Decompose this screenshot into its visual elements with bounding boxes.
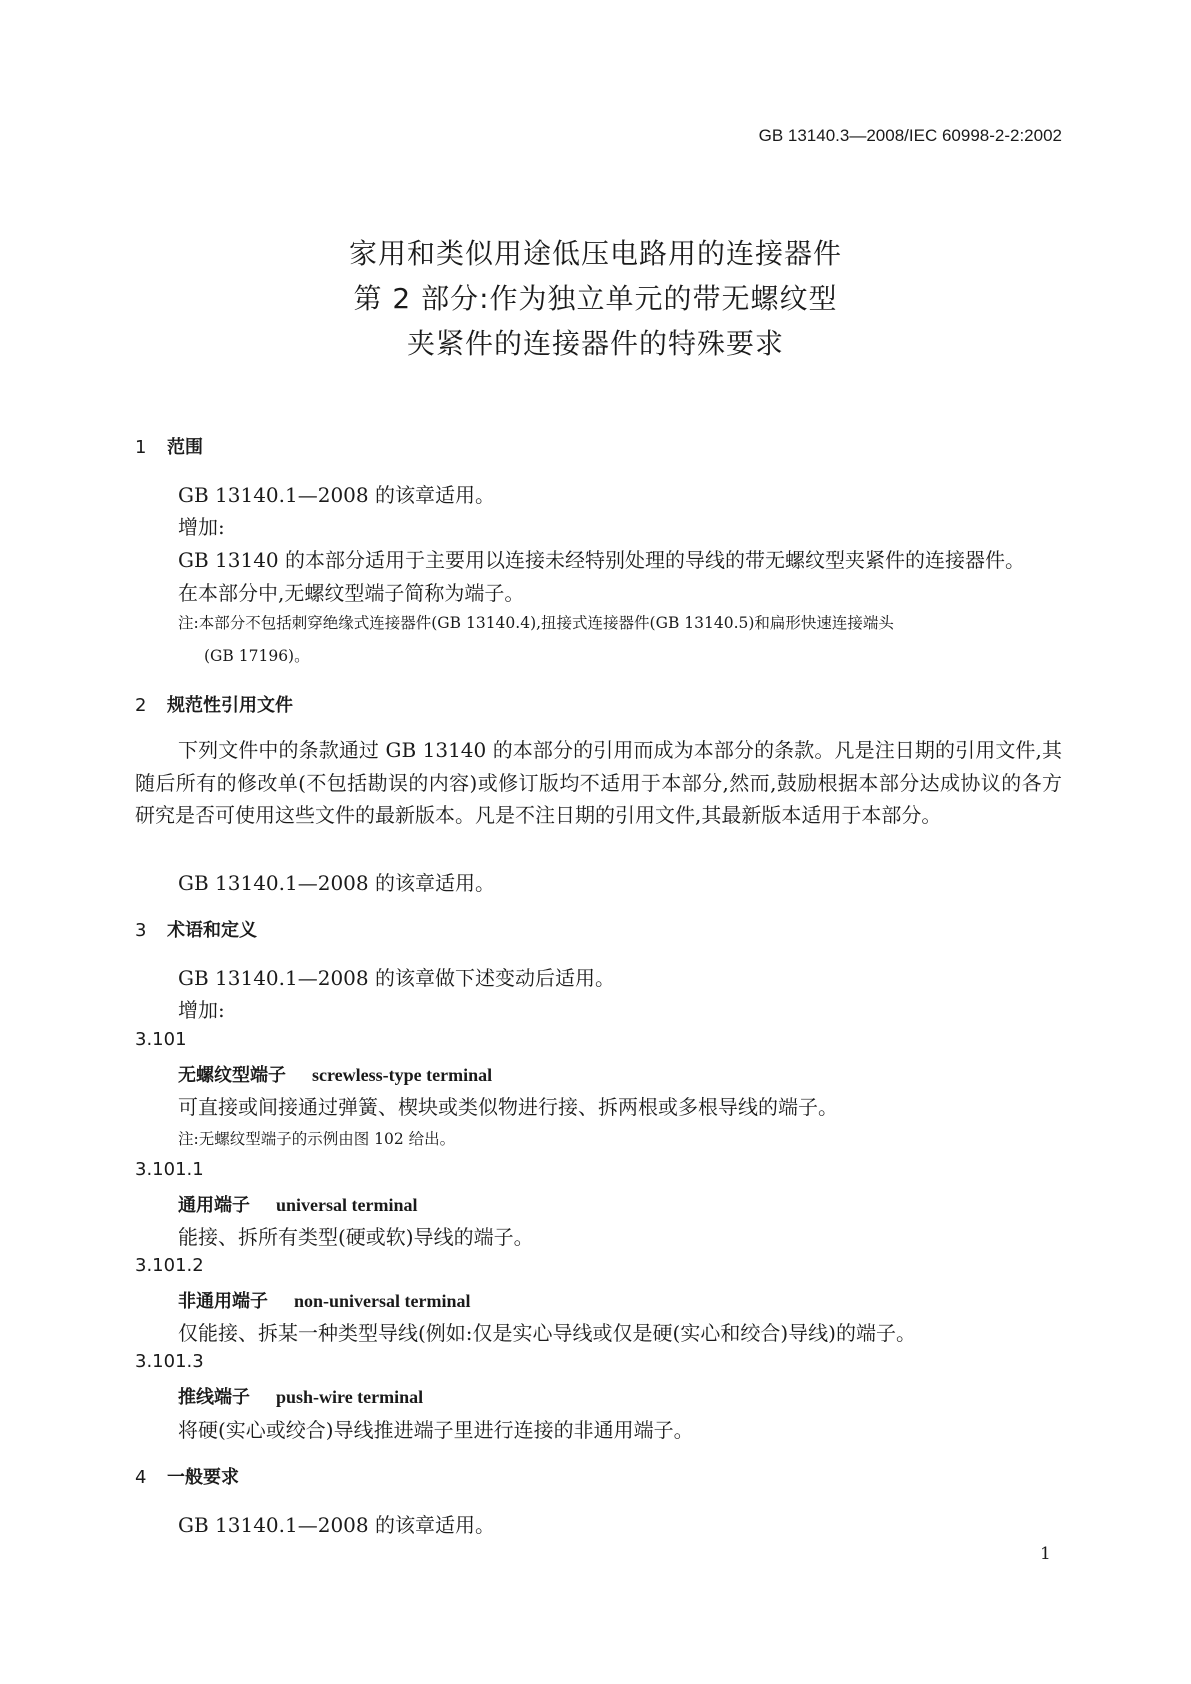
definition-number: 3.101.2 xyxy=(135,1255,204,1276)
text-line: GB 13140.1—2008 的该章适用。 xyxy=(178,871,495,895)
section-4-heading xyxy=(135,1463,239,1489)
term-en: push-wire terminal xyxy=(276,1387,424,1407)
section-title: 一般要求 xyxy=(167,1467,239,1488)
page-number: 1 xyxy=(1040,1544,1051,1564)
definition-term xyxy=(178,1191,418,1217)
normative-references-paragraph: 下列文件中的条款通过 GB 13140 的本部分的引用而成为本部分的条款。凡是注日期的引用文件,其随后所有的修改单(不包括勘误的内容)或修订版均不适用于本部分,然而,鼓励根据本部分达成协议的各方研究是否可使用这些文件的最新版本。凡是不注日期的引用文件,其最新版本适用于本部分。 xyxy=(135,738,1062,827)
section-1-heading xyxy=(135,433,203,459)
standard-code-header: GB 13140.3—2008/IEC 60998-2-2:2002 xyxy=(758,126,1062,145)
definition-term xyxy=(178,1287,471,1313)
term-en: universal terminal xyxy=(276,1195,418,1215)
definition-text: 可直接或间接通过弹簧、楔块或类似物进行接、拆两根或多根导线的端子。 xyxy=(178,1095,838,1119)
term-zh: 推线端子 xyxy=(178,1387,250,1408)
section-number: 1 xyxy=(135,437,147,458)
section-number: 4 xyxy=(135,1467,147,1488)
definition-note: 注:无螺纹型端子的示例由图 102 给出。 xyxy=(178,1130,456,1148)
text-line: 增加: xyxy=(178,515,225,539)
term-zh: 无螺纹型端子 xyxy=(178,1065,286,1086)
definition-term xyxy=(178,1383,423,1409)
text-line: 增加: xyxy=(178,998,225,1022)
definition-text: 能接、拆所有类型(硬或软)导线的端子。 xyxy=(178,1225,534,1249)
term-zh: 非通用端子 xyxy=(178,1291,268,1312)
text-line: 在本部分中,无螺纹型端子简称为端子。 xyxy=(178,581,525,605)
text-line: GB 13140.1—2008 的该章做下述变动后适用。 xyxy=(178,966,615,990)
definition-text: 仅能接、拆某一种类型导线(例如:仅是实心导线或仅是硬(实心和绞合)导线)的端子。 xyxy=(178,1321,916,1345)
term-en: non-universal terminal xyxy=(294,1291,471,1311)
doc-title-line-1: 家用和类似用途低压电路用的连接器件 xyxy=(348,237,842,270)
section-number: 3 xyxy=(135,920,147,941)
term-en: screwless-type terminal xyxy=(312,1065,493,1085)
doc-title-line-2: 第 2 部分:作为独立单元的带无螺纹型 xyxy=(353,282,838,315)
text-line: GB 13140.1—2008 的该章适用。 xyxy=(178,483,495,507)
section-2-heading xyxy=(135,691,293,717)
term-zh: 通用端子 xyxy=(178,1195,250,1216)
definition-term xyxy=(178,1061,492,1087)
definition-text: 将硬(实心或绞合)导线推进端子里进行连接的非通用端子。 xyxy=(178,1418,694,1442)
section-title: 术语和定义 xyxy=(167,920,257,941)
section-title: 规范性引用文件 xyxy=(167,695,293,716)
text-line: GB 13140.1—2008 的该章适用。 xyxy=(178,1513,495,1537)
section-3-heading xyxy=(135,916,257,942)
definition-number: 3.101.1 xyxy=(135,1159,204,1180)
text-line: GB 13140 的本部分适用于主要用以连接未经特别处理的导线的带无螺纹型夹紧件的连接器件。 xyxy=(178,548,1026,572)
doc-title-line-3: 夹紧件的连接器件的特殊要求 xyxy=(406,327,784,360)
definition-number: 3.101 xyxy=(135,1029,187,1050)
section-number: 2 xyxy=(135,695,147,716)
note-line: (GB 17196)。 xyxy=(204,647,310,665)
section-title: 范围 xyxy=(167,437,203,458)
note-line: 注:本部分不包括刺穿绝缘式连接器件(GB 13140.4),扭接式连接器件(GB 13140.5)和扁形快速连接端头 xyxy=(178,614,894,632)
definition-number: 3.101.3 xyxy=(135,1351,204,1372)
